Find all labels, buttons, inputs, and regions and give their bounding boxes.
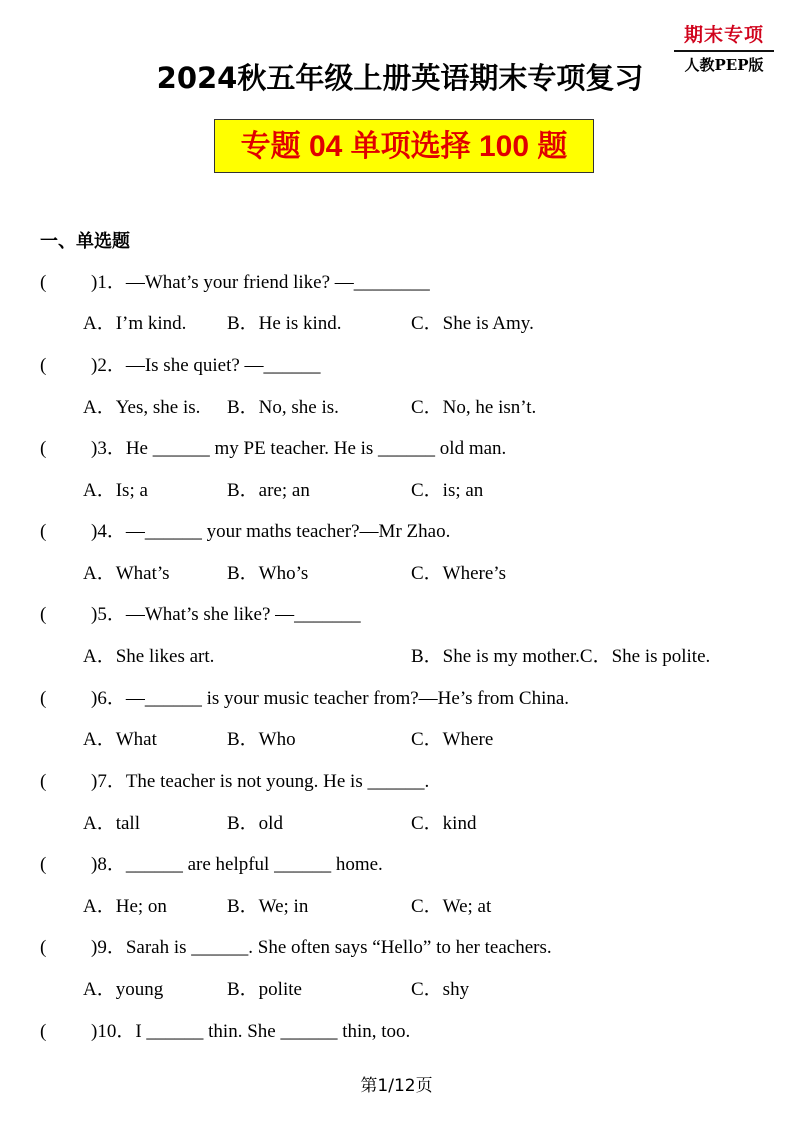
question-9 <box>0 934 793 962</box>
question-9-options <box>0 976 793 1004</box>
option-c: C．No, he isn’t. <box>411 397 537 418</box>
question-7-options <box>0 810 793 838</box>
option-b: B．old <box>227 813 283 834</box>
question-text: )3．He ______ my PE teacher. He is ______ old man. <box>91 438 507 459</box>
question-4 <box>0 518 793 546</box>
option-c: C．Where <box>411 729 494 750</box>
option-b: B．Who’s <box>227 563 309 584</box>
question-text: )7．The teacher is not young. He is ______. <box>91 771 430 792</box>
answer-blank: ( <box>40 272 47 293</box>
question-7 <box>0 768 793 796</box>
question-6-options <box>0 726 793 754</box>
question-8-options <box>0 893 793 921</box>
answer-blank: ( <box>40 937 47 958</box>
option-c: C．shy <box>411 979 470 1000</box>
question-5-options <box>0 643 793 671</box>
question-2 <box>0 352 793 380</box>
question-4-options <box>0 560 793 588</box>
option-b: B．are; an <box>227 480 310 501</box>
question-2-options <box>0 394 793 422</box>
answer-blank: ( <box>40 355 47 376</box>
page-title: 2024秋五年级上册英语期末专项复习 <box>156 61 644 95</box>
stamp-bottom-text: 人教PEP版 <box>684 56 764 74</box>
question-10 <box>0 1018 793 1046</box>
page-number: 第1/12页 <box>360 1076 433 1096</box>
question-6 <box>0 685 793 713</box>
answer-blank: ( <box>40 438 47 459</box>
option-c: C．We; at <box>411 896 492 917</box>
question-3-options <box>0 477 793 505</box>
option-b: B．Who <box>227 729 296 750</box>
option-a: A．I’m kind. <box>83 313 187 334</box>
option-a: A．She likes art. <box>83 646 215 667</box>
option-b: B．He is kind. <box>227 313 342 334</box>
question-3 <box>0 435 793 463</box>
option-c: C．Where’s <box>411 563 506 584</box>
option-c: C．is; an <box>411 480 484 501</box>
question-1-options <box>0 310 793 338</box>
question-text: )10．I ______ thin. She ______ thin, too. <box>91 1021 411 1042</box>
question-text: )1．—What’s your friend like? —________ <box>91 272 430 293</box>
option-a: A．He; on <box>83 896 167 917</box>
question-text: )8．______ are helpful ______ home. <box>91 854 383 875</box>
answer-blank: ( <box>40 854 47 875</box>
option-b: B．We; in <box>227 896 309 917</box>
section-heading: 一、单选题 <box>40 231 130 252</box>
answer-blank: ( <box>40 1021 47 1042</box>
option-c: C．She is Amy. <box>411 313 534 334</box>
question-text: )4．—______ your maths teacher?—Mr Zhao. <box>91 521 451 542</box>
answer-blank: ( <box>40 521 47 542</box>
stamp-top-text: 期末专项 <box>674 22 774 52</box>
topic-banner: 专题 04 单项选择 100 题 <box>214 119 594 173</box>
question-5 <box>0 601 793 629</box>
option-a: A．What <box>83 729 157 750</box>
option-a: A．tall <box>83 813 140 834</box>
question-1 <box>0 269 793 297</box>
option-a: A．young <box>83 979 164 1000</box>
question-8 <box>0 851 793 879</box>
question-text: )9．Sarah is ______. She often says “Hello” to her teachers. <box>91 937 552 958</box>
option-c: C．kind <box>411 813 477 834</box>
answer-blank: ( <box>40 771 47 792</box>
answer-blank: ( <box>40 688 47 709</box>
option-b-and-c: B．She is my mother.C．She is polite. <box>411 646 711 667</box>
option-b: B．polite <box>227 979 302 1000</box>
option-a: A．Yes, she is. <box>83 397 201 418</box>
question-text: )6．—______ is your music teacher from?—He’s from China. <box>91 688 570 709</box>
question-text: )2．—Is she quiet? —______ <box>91 355 321 376</box>
question-text: )5．—What’s she like? —_______ <box>91 604 361 625</box>
option-a: A．Is; a <box>83 480 148 501</box>
option-a: A．What’s <box>83 563 170 584</box>
answer-blank: ( <box>40 604 47 625</box>
option-b: B．No, she is. <box>227 397 339 418</box>
